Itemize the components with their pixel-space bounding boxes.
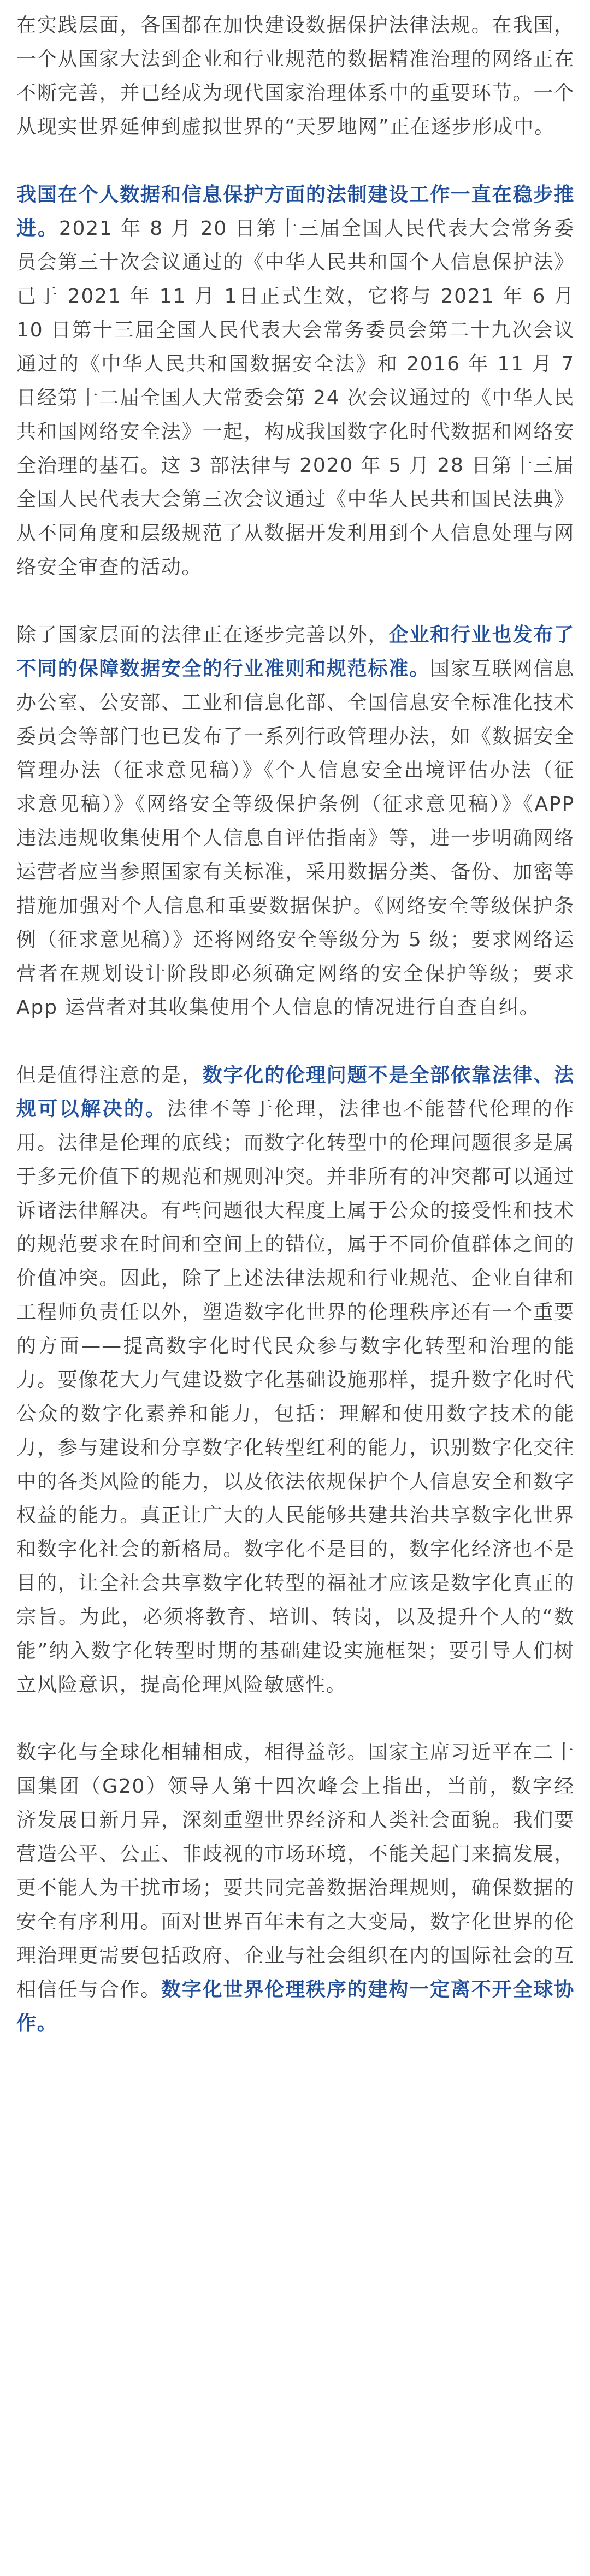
paragraph-legislation [16,178,575,584]
highlight-sentence: 数字化的伦理问题不是全部依靠法律、法规可以解决的。 [16,1064,575,1120]
paragraph-text: 2021 年 8 月 20 日第十三届全国人民代表大会常务委员会第三十次会议通过的《中华人民共和国个人信息保护法》已于 2021 年 11 月 1日正式生效，它将与 2021 年 6 月 10 日第十三届全国人民代表大会常务委员会第二十九次会议通过的《中华人民共和国数据安全法》和 2016 年 11 月 7 日经第十二届全国人大常委会第 24 次会议通过的《中华人民共和国网络安全法》一起，构成我国数字化时代数据和网络安全治理的基石。这 3 部法律与 2020 年 5 月 28 日第十三届全国人民代表大会第三次会议通过《中华人民共和国民法典》从不同角度和层级规范了从数据开发利用到个人信息处理与网络安全审查的活动。 [16,217,575,578]
paragraph-globalization [16,1736,575,2041]
paragraph-text: 法律不等于伦理，法律也不能替代伦理的作用。法律是伦理的底线；而数字化转型中的伦理问题很多是属于多元价值下的规范和规则冲突。并非所有的冲突都可以通过诉诸法律解决。有些问题很大程度上属于公众的接受性和技术的规范要求在时间和空间上的错位，属于不同价值群体之间的价值冲突。因此，除了上述法律法规和行业规范、企业自律和工程师负责任以外，塑造数字化世界的伦理秩序还有一个重要的方面——提高数字化时代民众参与数字化转型和治理的能力。要像花大力气建设数字化基础设施那样，提升数字化时代公众的数字化素养和能力，包括：理解和使用数字技术的能力，参与建设和分享数字化转型红利的能力，识别数字化交往中的各类风险的能力，以及依法依规保护个人信息安全和数字权益的能力。真正让广大的人民能够共建共治共享数字化世界和数字化社会的新格局。数字化不是目的，数字化经济也不是目的，让全社会共享数字化转型的福祉才应该是数字化真正的宗旨。为此，必须将教育、培训、转岗，以及提升个人的“数能”纳入数字化转型时期的基础建设实施框架；要引导人们树立风险意识，提高伦理风险敏感性。 [16,1098,575,1696]
paragraph-text: 国家互联网信息办公室、公安部、工业和信息化部、全国信息安全标准化技术委员会等部门也已发布了一系列行政管理办法，如《数据安全管理办法（征求意见稿）》《个人信息安全出境评估办法（征求意见稿）》《网络安全等级保护条例（征求意见稿）》《APP 违法违规收集使用个人信息自评估指南》等，进一步明确网络运营者应当参照国家有关标准，采用数据分类、备份、加密等措施加强对个人信息和重要数据保护。《网络安全等级保护条例（征求意见稿）》还将网络安全等级分为 5 级；要求网络运营者在规划设计阶段即必须确定网络的安全保护等级；要求 App 运营者对其收集使用个人信息的情况进行自查自纠。 [16,658,575,1019]
paragraph-practice [16,9,575,144]
article-body [16,9,575,2075]
paragraph-text: 除了国家层面的法律正在逐步完善以外， [16,624,389,646]
highlight-sentence: 数字化世界伦理秩序的建构一定离不开全球协作。 [16,1978,575,2035]
paragraph-text: 但是值得注意的是， [16,1064,203,1086]
paragraph-text: 数字化与全球化相辅相成，相得益彰。国家主席习近平在二十国集团（G20）领导人第十四次峰会上指出，当前，数字经济发展日新月异，深刻重塑世界经济和人类社会面貌。我们要营造公平、公正、非歧视的市场环境，不能关起门来搞发展，更不能人为干扰市场；要共同完善数据治理规则，确保数据的安全有序利用。面对世界百年未有之大变局，数字化世界的伦理治理更需要包括政府、企业与社会组织在内的国际社会的互相信任与合作。 [16,1741,575,2001]
highlight-sentence: 我国在个人数据和信息保护方面的法制建设工作一直在稳步推进。 [16,184,575,240]
highlight-sentence: 企业和行业也发布了不同的保障数据安全的行业准则和规范标准。 [16,624,575,680]
paragraph-industry-standards [16,618,575,1025]
paragraph-text: 在实践层面，各国都在加快建设数据保护法律法规。在我国，一个从国家大法到企业和行业规范的数据精准治理的网络正在不断完善，并已经成为现代国家治理体系中的重要环节。一个从现实世界延伸到虚拟世界的“天罗地网”正在逐步形成中。 [16,14,575,138]
paragraph-ethics [16,1059,575,1702]
